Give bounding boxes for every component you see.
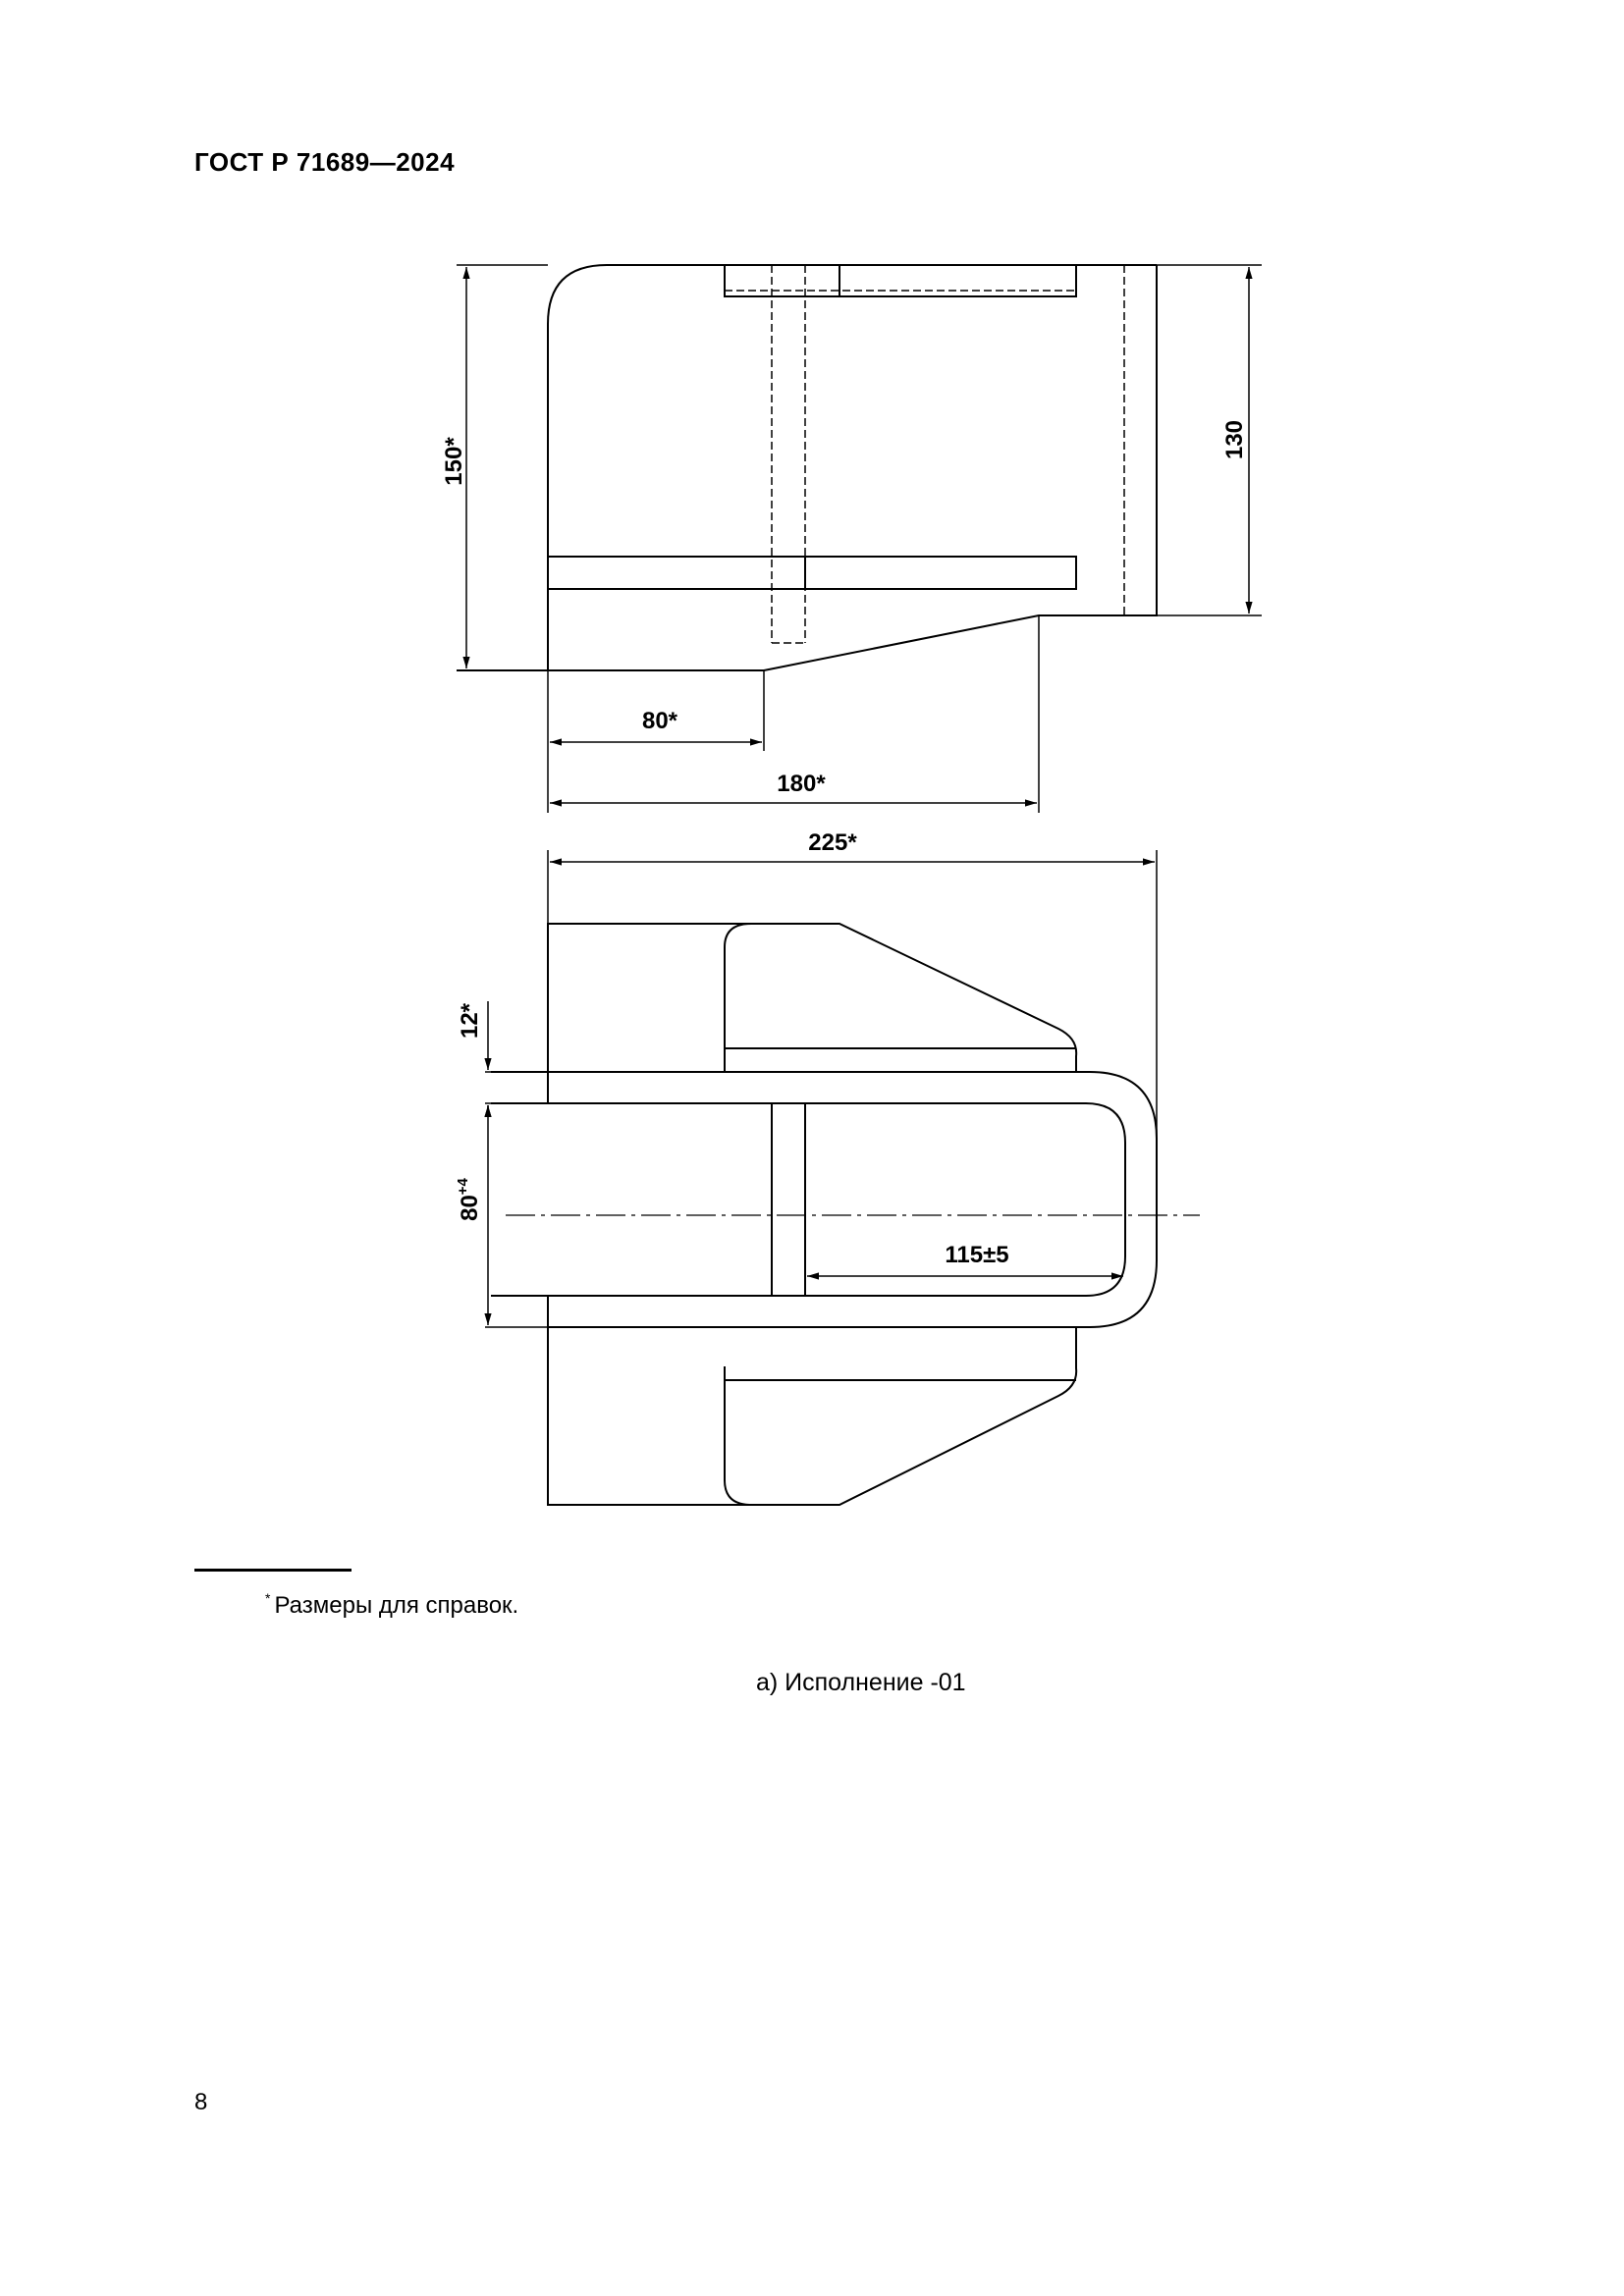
footnote-text: Размеры для справок.	[274, 1592, 519, 1619]
side-view-outline	[548, 265, 1078, 670]
u-rod-outer	[548, 1072, 1157, 1327]
footnote-separator	[194, 1569, 352, 1572]
footnote-marker: *	[265, 1590, 271, 1606]
page-header-title: ГОСТ Р 71689—2024	[194, 147, 456, 177]
lower-bracket-inner	[725, 1366, 751, 1505]
hidden-pin	[772, 265, 1124, 643]
footnote	[265, 1590, 518, 1620]
dimension-180-label: 180*	[777, 771, 826, 797]
plan-view	[455, 829, 1200, 1505]
dimension-225-label: 225*	[808, 829, 857, 856]
figure-caption: а) Исполнение -01	[756, 1669, 966, 1696]
side-view-bottom-edge	[457, 265, 1157, 670]
dimension-12-label: 12*	[457, 1002, 483, 1040]
upper-bracket-outer	[548, 924, 1076, 1072]
dimension-130-label: 130	[1221, 419, 1248, 460]
dimension-115-label: 115±5	[945, 1242, 1009, 1268]
dimension-80-tol-superscript: +4	[455, 1178, 471, 1196]
upper-bracket-inner	[725, 924, 751, 1072]
side-view	[441, 265, 1262, 813]
dimension-80-tol-label	[455, 1177, 483, 1220]
lower-bracket-outer	[548, 1327, 1076, 1505]
dimension-80-label: 80*	[641, 708, 678, 734]
page-number: 8	[194, 2089, 208, 2115]
top-bar	[725, 265, 1076, 296]
dimension-80-tol-base: 80	[457, 1195, 483, 1221]
middle-bar	[548, 557, 1076, 589]
cross-bar	[772, 1103, 805, 1296]
u-rod-inner	[491, 1103, 1125, 1296]
dimension-150-label: 150*	[441, 437, 467, 486]
